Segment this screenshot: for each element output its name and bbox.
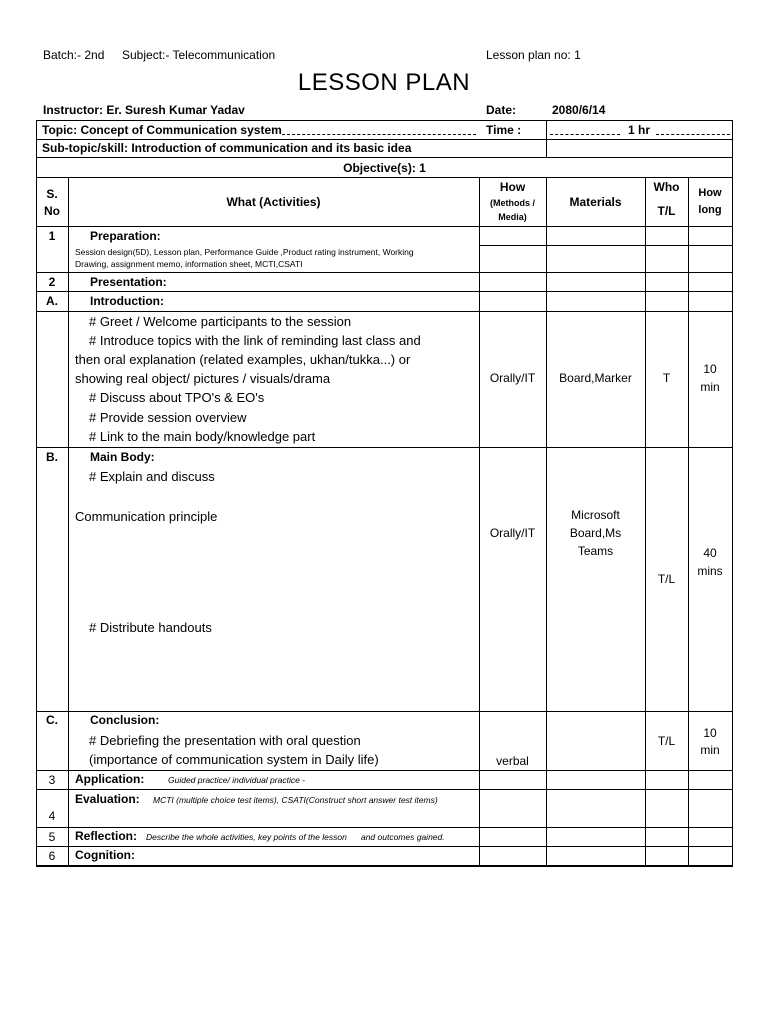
rowB-materials-line3: Teams bbox=[577, 544, 614, 558]
subtopic-label: Sub-topic/skill: Introduction of communication and its basic idea bbox=[42, 141, 412, 155]
col-who-line2: T/L bbox=[657, 204, 676, 218]
row1-text-line1: Session design(5D), Lesson plan, Performance Guide ,Product rating instrument, Working bbox=[75, 247, 414, 257]
col-what: What (Activities) bbox=[226, 195, 321, 209]
objectives-label: Objective(s): 1 bbox=[343, 161, 426, 175]
lesson-plan-number: Lesson plan no: 1 bbox=[486, 48, 581, 62]
time-value: 1 hr bbox=[628, 123, 651, 137]
rowC-who: T/L bbox=[657, 734, 676, 748]
row4-note: MCTI (multiple choice test items), CSATI(Construct short answer test items) bbox=[153, 795, 438, 805]
row5-heading: Reflection: bbox=[75, 829, 138, 843]
row3-sno: 3 bbox=[48, 773, 56, 787]
row1-sno: 1 bbox=[48, 229, 56, 243]
rowA-line3: then oral explanation (related examples, ukhan/tukka...) or bbox=[75, 352, 411, 367]
col-how-line1: How bbox=[499, 180, 526, 194]
rowB-line3: # Distribute handouts bbox=[89, 620, 212, 635]
rowA-how: Orally/IT bbox=[489, 371, 536, 385]
col-howlong-line2: long bbox=[698, 204, 722, 216]
row5-note: Describe the whole activities, key points of the lesson and outcomes gained. bbox=[146, 832, 445, 842]
row2-heading: Presentation: bbox=[90, 275, 167, 289]
rowA-who: T bbox=[662, 371, 671, 385]
rowC-how: verbal bbox=[496, 754, 529, 768]
page-title: LESSON PLAN bbox=[297, 69, 471, 96]
rowA-sno: A. bbox=[46, 294, 58, 308]
instructor-label: Instructor: Er. Suresh Kumar Yadav bbox=[43, 103, 245, 117]
row1-heading: Preparation: bbox=[90, 229, 161, 243]
date-label: Date: bbox=[486, 103, 517, 117]
subject-label: Subject:- Telecommunication bbox=[122, 48, 276, 62]
row2-sno: 2 bbox=[48, 275, 56, 289]
row4-heading: Evaluation: bbox=[75, 792, 140, 806]
rowA-materials: Board,Marker bbox=[559, 371, 632, 385]
rowB-materials-line1: Microsoft bbox=[571, 508, 620, 522]
col-materials: Materials bbox=[569, 195, 622, 209]
col-sno-line1: S. bbox=[46, 187, 58, 201]
rowB-howlong-unit: mins bbox=[697, 564, 723, 578]
rowB-line1: # Explain and discuss bbox=[89, 469, 215, 484]
rowA-howlong-value: 10 bbox=[703, 362, 717, 376]
rowC-line2: (importance of communication system in Daily life) bbox=[89, 752, 379, 767]
rowB-line2: Communication principle bbox=[75, 509, 218, 524]
rowC-line1: # Debriefing the presentation with oral question bbox=[89, 733, 361, 748]
rowB-sno: B. bbox=[46, 450, 58, 464]
rowA-line6: # Provide session overview bbox=[89, 410, 247, 425]
rowB-how: Orally/IT bbox=[489, 526, 536, 540]
col-who-line1: Who bbox=[653, 180, 680, 194]
rowC-howlong-value: 10 bbox=[703, 726, 717, 740]
col-how-line2: (Methods / bbox=[490, 198, 535, 208]
rowA-line2: # Introduce topics with the link of reminding last class and bbox=[89, 333, 421, 348]
rowA-line1: # Greet / Welcome participants to the session bbox=[89, 314, 352, 329]
rowA-howlong-unit: min bbox=[700, 380, 720, 394]
col-sno-line2: No bbox=[44, 204, 60, 218]
rowA-line7: # Link to the main body/knowledge part bbox=[89, 429, 316, 444]
col-howlong-line1: How bbox=[698, 187, 722, 199]
rowA-heading: Introduction: bbox=[90, 294, 164, 308]
topic-label: Topic: Concept of Communication system bbox=[42, 123, 282, 137]
col-how-line3: Media) bbox=[498, 212, 527, 222]
row3-heading: Application: bbox=[75, 772, 145, 786]
row1-text-line2: Drawing, assignment memo, information sheet, MCTI,CSATI bbox=[75, 259, 303, 269]
row5-sno: 5 bbox=[48, 830, 56, 844]
batch-label: Batch:- 2nd bbox=[43, 48, 105, 62]
rowC-howlong-unit: min bbox=[700, 743, 720, 757]
time-label: Time : bbox=[486, 123, 522, 137]
rowB-materials-line2: Board,Ms bbox=[569, 526, 622, 540]
rowB-heading: Main Body: bbox=[90, 450, 155, 464]
rowA-line4: showing real object/ pictures / visuals/drama bbox=[75, 371, 331, 386]
row3-note: Guided practice/ individual practice - bbox=[168, 775, 306, 785]
rowA-line5: # Discuss about TPO's & EO's bbox=[89, 390, 265, 405]
row4-sno: 4 bbox=[48, 809, 56, 823]
row6-sno: 6 bbox=[48, 849, 56, 863]
rowB-who: T/L bbox=[657, 572, 676, 586]
row6-heading: Cognition: bbox=[75, 848, 135, 862]
rowC-heading: Conclusion: bbox=[90, 713, 160, 727]
rowC-sno: C. bbox=[46, 713, 58, 727]
date-value: 2080/6/14 bbox=[552, 103, 606, 117]
rowB-howlong-value: 40 bbox=[703, 546, 717, 560]
